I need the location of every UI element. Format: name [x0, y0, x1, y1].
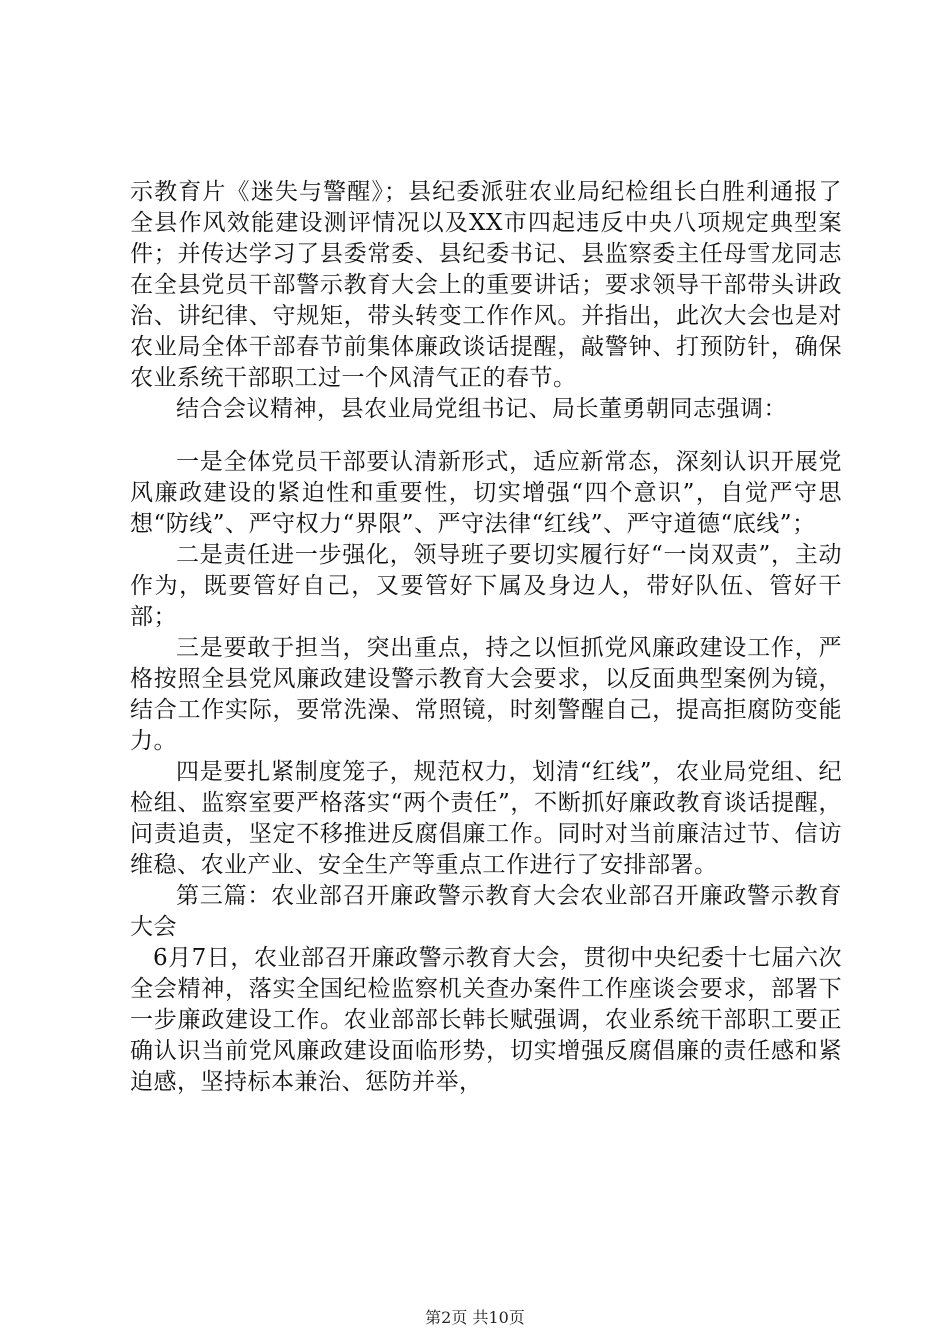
paragraph-point-four: 四是要扎紧制度笼子，规范权力，划清“红线”，农业局党组、纪检组、监察室要严格落实“两个责任”，不断抓好廉政教育谈话提醒，问责追责，坚定不移推进反腐倡廉工作。同时对当前廉洁过节、信访维稳、农业产业、安全生产等重点工作进行了安排部署。 [130, 759, 842, 878]
document-body [130, 177, 842, 1098]
paragraph-point-two: 二是责任进一步强化，领导班子要切实履行好“一岗双责”，主动作为，既要管好自己，又要管好下属及身边人，带好队伍、管好干部； [130, 542, 842, 630]
section-heading-part-three: 第三篇：农业部召开廉政警示教育大会农业部召开廉政警示教育大会 [130, 883, 842, 940]
paragraph-meeting-emphasis: 结合会议精神，县农业局党组书记、局长董勇朝同志强调： [176, 396, 787, 422]
page-number-footer: 第2页 共10页 [425, 1308, 525, 1327]
paragraph-continuation: 示教育片《迷失与警醒》；县纪委派驻农业局纪检组长白胜利通报了全县作风效能建设测评情况以及XX市四起违反中央八项规定典型案件；并传达学习了县委常委、县纪委书记、县监察委主任母雪龙同志在全县党员干部警示教育大会上的重要讲话；要求领导干部带头讲政治、讲纪律、守规矩，带头转变工作作风。并指出，此次大会也是对农业局全体干部春节前集体廉政谈话提醒，敲警钟、打预防针，确保农业系统干部职工过一个风清气正的春节。 [130, 179, 842, 391]
paragraph-point-three: 三是要敢于担当，突出重点，持之以恒抓党风廉政建设工作，严格按照全县党风廉政建设警示教育大会要求，以反面典型案例为镜，结合工作实际，要常洗澡、常照镜，时刻警醒自己，提高拒腐防变能力。 [130, 635, 842, 754]
paragraph-point-one: 一是全体党员干部要认清新形式，适应新常态，深刻认识开展党风廉政建设的紧迫性和重要性，切实增强“四个意识”，自觉严守思想“防线”、严守权力“界限”、严守法律“红线”、严守道德“底线”； [130, 449, 842, 537]
paragraph-part-three-body: 6月7日，农业部召开廉政警示教育大会，贯彻中央纪委十七届六次全会精神，落实全国纪检监察机关查办案件工作座谈会要求，部署下一步廉政建设工作。农业部部长韩长赋强调，农业系统干部职工要正确认识当前党风廉政建设面临形势，切实增强反腐倡廉的责任感和紧迫感，坚持标本兼治、惩防并举， [130, 945, 842, 1095]
